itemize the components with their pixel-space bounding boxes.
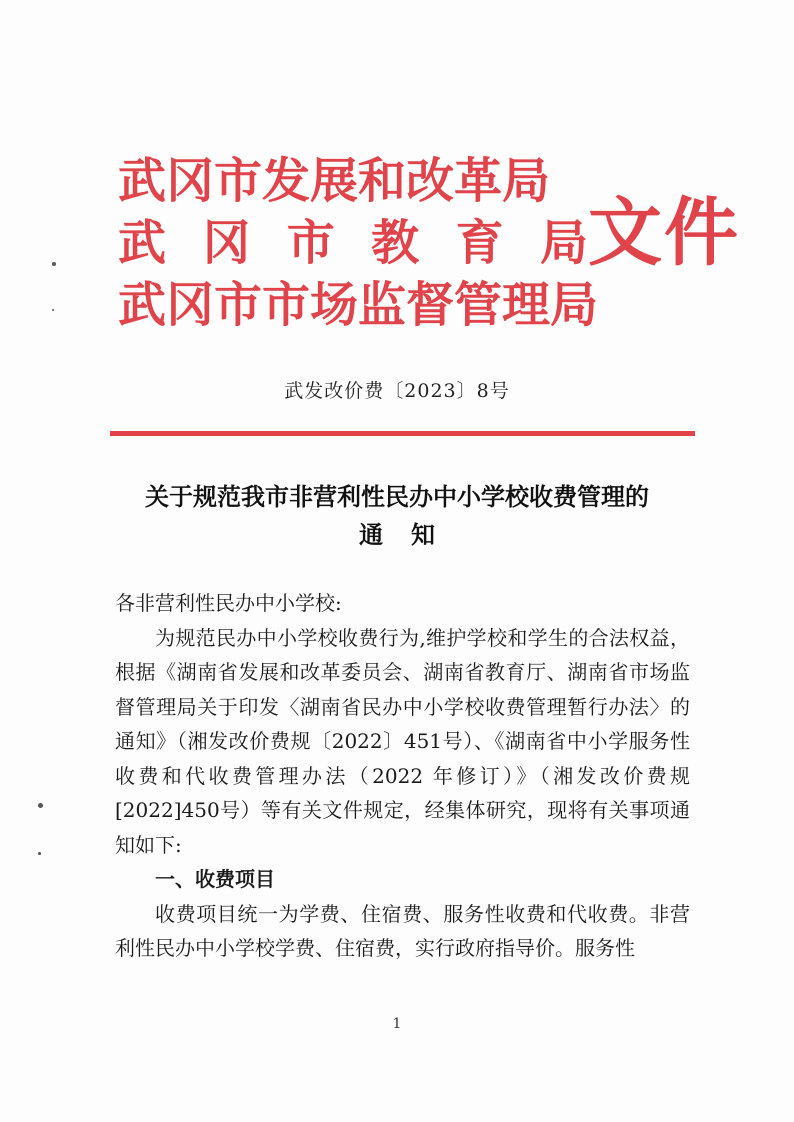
scan-speck (38, 852, 41, 855)
page-number: 1 (392, 1016, 402, 1032)
document-body (115, 586, 690, 966)
scan-speck (38, 803, 43, 808)
section-heading: 一、收费项目 (155, 867, 275, 891)
document-title (0, 478, 794, 554)
title-line-1: 关于规范我市非营利性民办中小学校收费管理的 (145, 482, 649, 511)
issuer-education-char: 武 (118, 215, 167, 271)
scan-speck (52, 262, 56, 266)
scan-speck (52, 309, 54, 311)
body-paragraph: 为规范民办中小学校收费行为,维护学校和学生的合法权益，根据《湖南省发展和改革委员会、湖南省教育厅、湖南省市场监督管理局关于印发〈湖南省民办中小学校收费管理暂行办法〉的通知》（湘发改价费规〔2022〕451号）、《湖南省中小学服务性收费和代收费管理办法（2022 年修订）》（湘发改价费规[2022]450号）等有关文件规定，经集体研究，现将有关事项通知如下: (115, 625, 690, 857)
body-paragraph: 收费项目统一为学费、住宿费、服务性收费和代收费。非营利性民办中小学校学费、住宿费，实行政府指导价。服务性 (115, 901, 690, 960)
salutation: 各非营利性民办中小学校: (115, 591, 342, 615)
red-divider-line (110, 431, 695, 436)
title-line-2: 通知 (359, 520, 463, 549)
issuer-education (118, 212, 588, 274)
issuer-development-reform: 武冈市发展和改革局 (118, 153, 551, 209)
issuer-block (118, 150, 599, 336)
issuer-market-supervision: 武冈市市场监督管理局 (118, 277, 599, 333)
issuer-education-char: 教 (371, 215, 420, 271)
issuer-education-char: 冈 (202, 215, 251, 271)
document-number: 武发改价费〔2023〕8号 (284, 380, 510, 402)
document-type-label: 文件 (588, 190, 740, 276)
issuer-education-char: 育 (455, 215, 504, 271)
issuer-education-char: 局 (539, 215, 588, 271)
issuer-education-char: 市 (286, 215, 335, 271)
